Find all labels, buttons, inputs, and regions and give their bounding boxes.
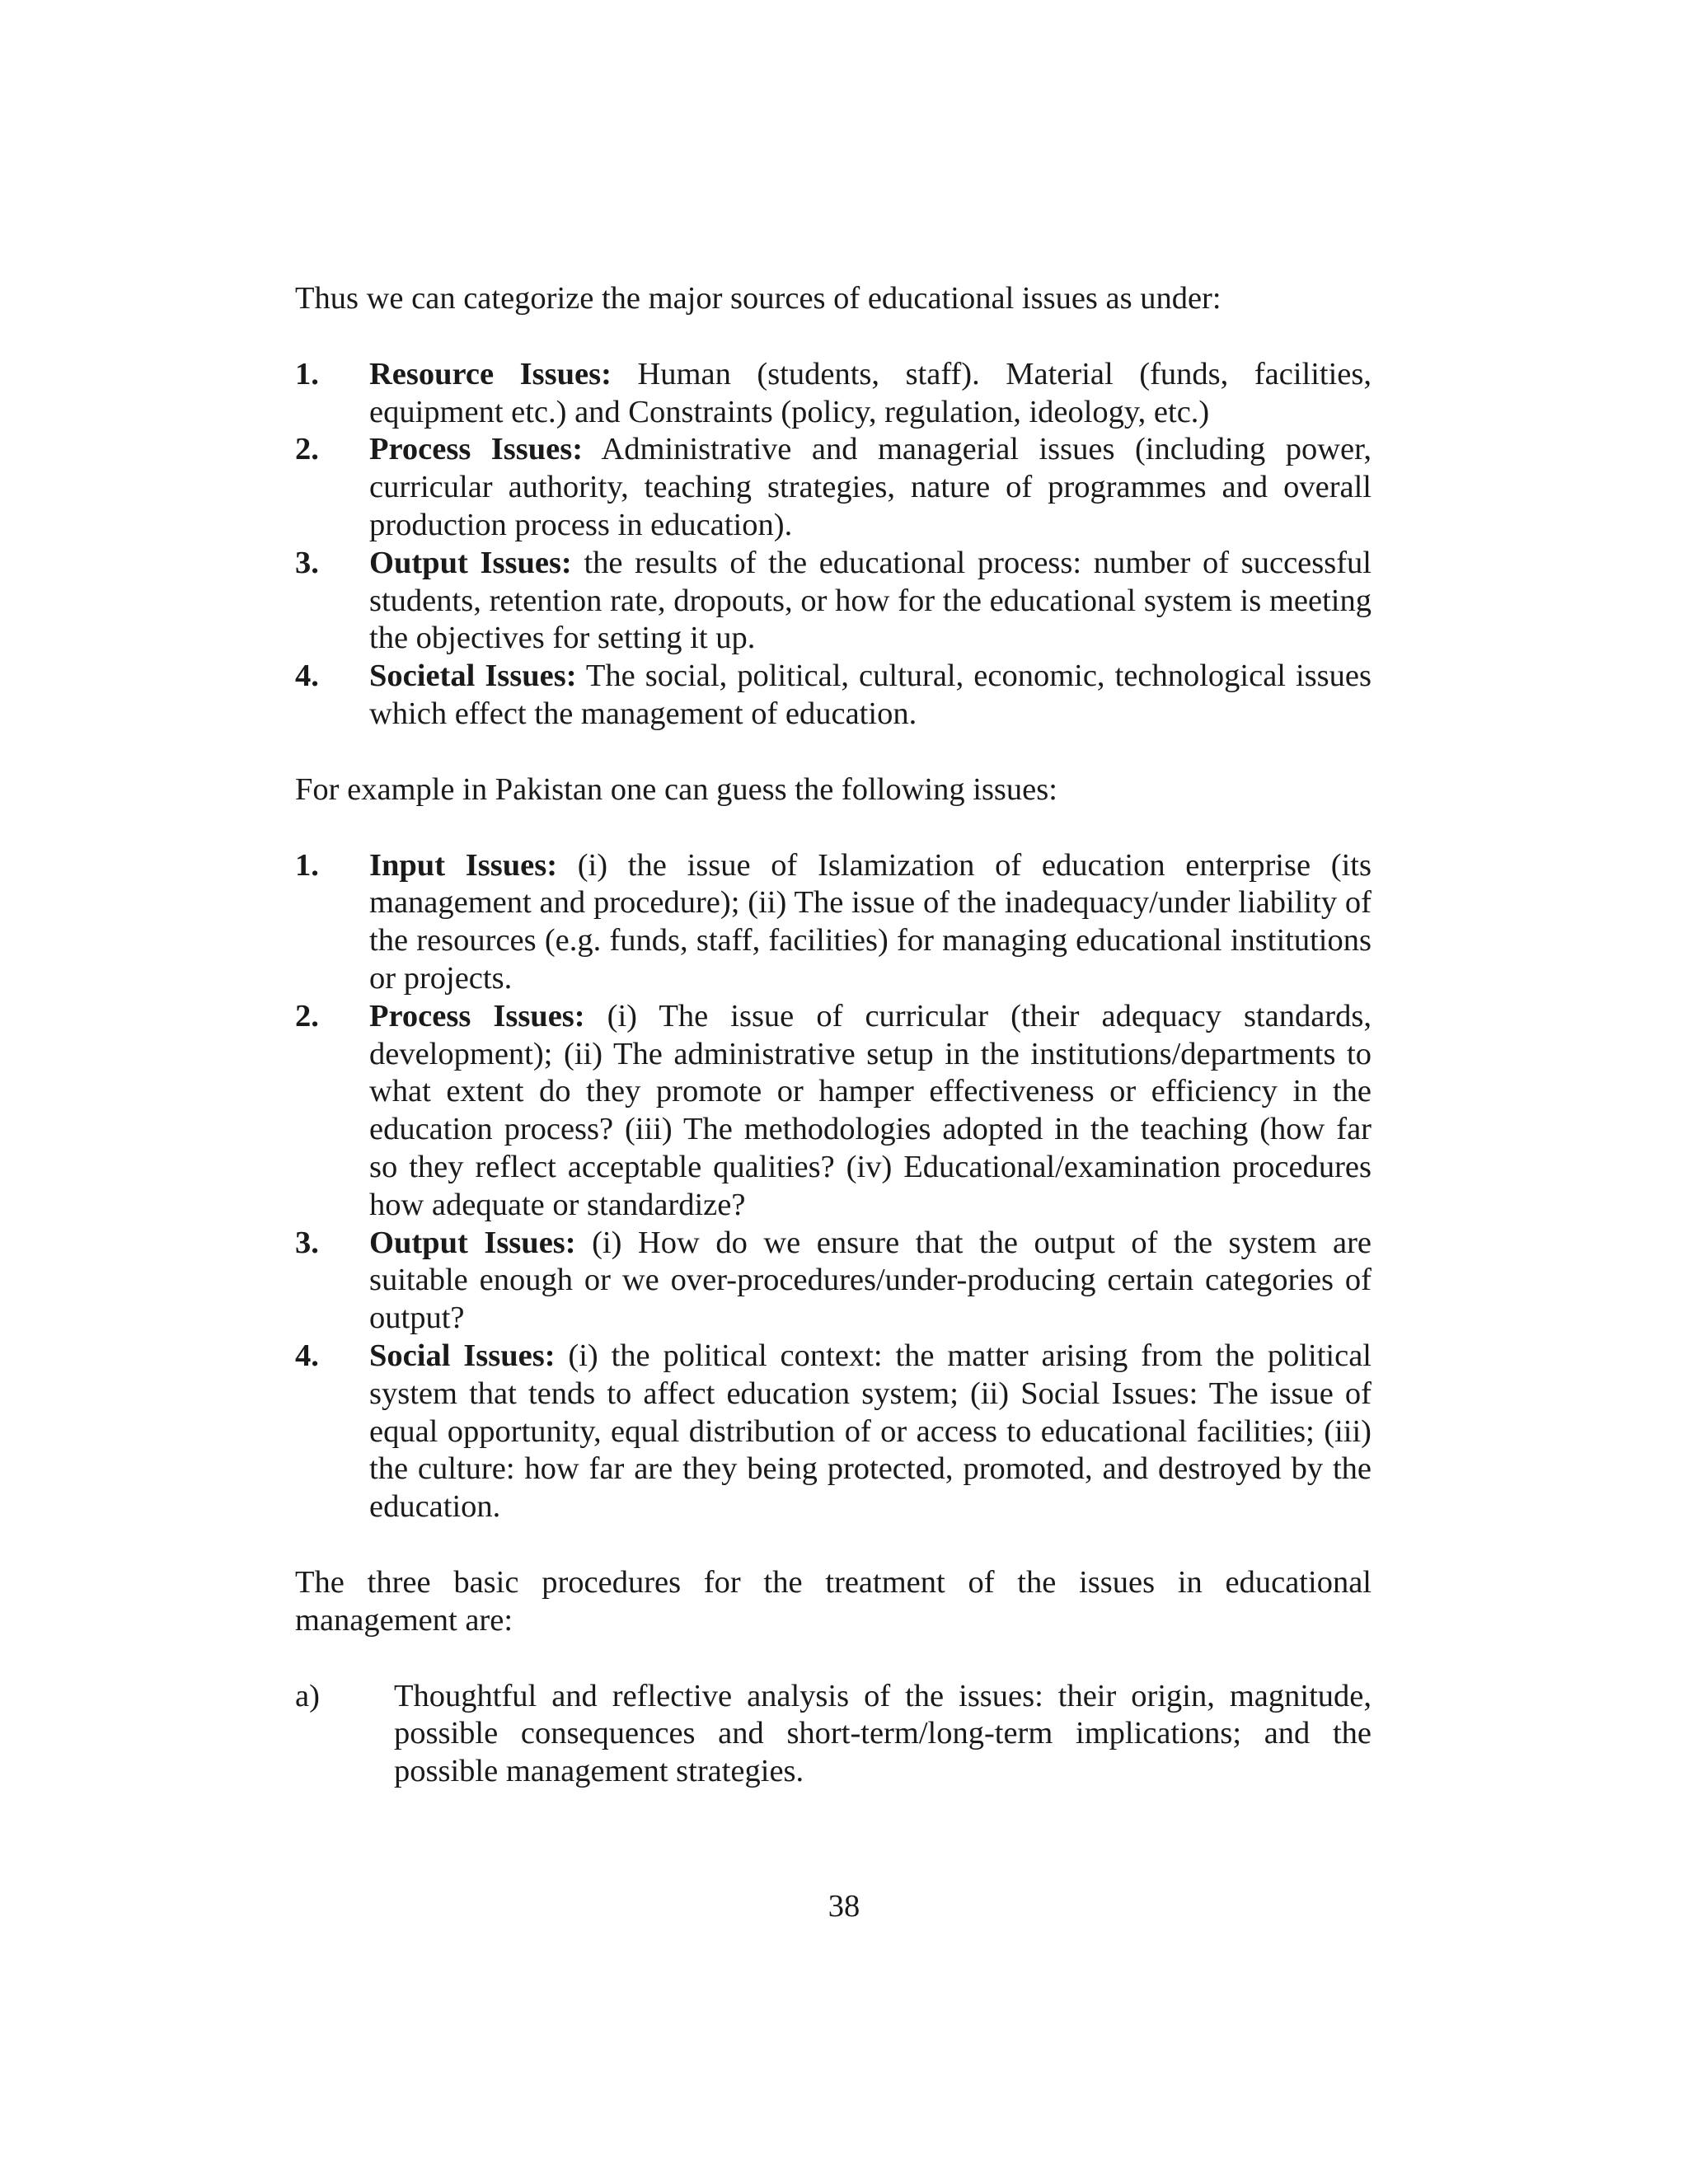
item-letter: a) [295,1678,320,1713]
list-item [295,998,1372,1225]
list-item [295,545,1372,658]
list-item [295,658,1372,733]
item-text: Administrative and managerial issues (including power, curricular authority, teaching strategies, nature of programmes and overall production process in education). [369,432,1372,542]
item-term: Output Issues: [369,1225,576,1260]
item-text: the results of the educational process: number of successful students, retention rate, dropouts, or how for the educational system is meeting the objectives for setting it up. [369,545,1372,656]
example-intro-paragraph: For example in Pakistan one can guess the following issues: [295,771,1057,807]
list-item [295,1225,1372,1338]
page-content [295,280,1372,1791]
item-number: 2. [295,998,319,1033]
item-number: 4. [295,658,319,694]
item-number: 1. [295,356,319,391]
item-term: Output Issues: [369,545,572,580]
item-term: Input Issues: [369,847,558,883]
intro-paragraph: Thus we can categorize the major sources of educational issues as under: [295,281,1221,316]
item-text: Thoughtful and reflective analysis of the issues: their origin, magnitude, possible consequences and short-term/long-term implications; and the possible management strategies. [394,1678,1372,1789]
item-number: 2. [295,432,319,467]
list-item [295,1338,1372,1526]
item-number: 3. [295,545,319,580]
pakistan-issues-list [295,847,1372,1526]
item-number: 4. [295,1338,319,1373]
item-term: Resource Issues: [369,356,612,391]
item-text: (i) The issue of curricular (their adequacy standards, development); (ii) The administrative setup in the institutions/departments to what extent do they promote or hamper effectiveness or efficiency in the education process? (iii) The methodologies adopted in the teaching (how far so they reflect acceptable qualities? (iv) Educational/examination procedures how adequate or standardize? [369,998,1372,1222]
list-item [295,356,1372,432]
item-term: Social Issues: [369,1338,556,1373]
item-number: 1. [295,847,319,883]
procedures-list [295,1678,1372,1791]
list-item [295,847,1372,998]
procedures-intro-paragraph: The three basic procedures for the treatment of the issues in educational management are: [295,1564,1372,1638]
item-term: Process Issues: [369,432,584,467]
list-item [295,1678,1372,1791]
list-item [295,431,1372,544]
item-term: Process Issues: [369,998,585,1033]
item-text: (i) How do we ensure that the output of the system are suitable enough or we over-procedures/under-producing certain categories of output? [369,1225,1372,1336]
page-number: 38 [828,1889,860,1924]
item-text: (i) the issue of Islamization of education enterprise (its management and procedure); (ii) The issue of the inadequacy/under liability of the resources (e.g. funds, staff, facilities) for managing educational institutions or projects. [369,847,1372,996]
item-term: Societal Issues: [369,658,577,694]
item-text: The social, political, cultural, economic, technological issues which effect the management of education. [369,658,1372,731]
sources-list [295,356,1372,733]
item-text: Human (students, staff). Material (funds, facilities, equipment etc.) and Constraints (policy, regulation, ideology, etc.) [369,356,1372,429]
item-text: (i) the political context: the matter arising from the political system that tends to affect education system; (ii) Social Issues: The issue of equal opportunity, equal distribution of or access to educational facilities; (iii) the culture: how far are they being protected, promoted, and destroyed by the education. [369,1338,1372,1525]
item-number: 3. [295,1225,319,1260]
